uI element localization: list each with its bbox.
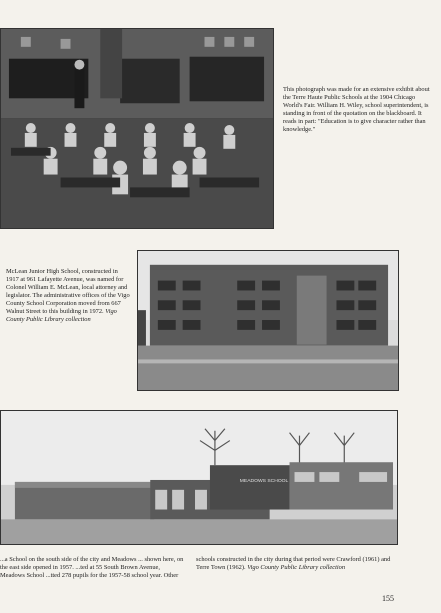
classroom-photo: [0, 28, 274, 229]
meadows-caption-right: [196, 556, 392, 572]
meadows-school-photo: [0, 410, 398, 545]
meadows-credit: Vigo County Public Library collection: [247, 564, 346, 571]
mclean-caption: [6, 268, 132, 324]
mclean-school-photo: [137, 250, 399, 391]
meadows-school-sign: MEADOWS SCHOOL: [239, 478, 289, 484]
page-number: 155: [382, 594, 394, 603]
mclean-credit: Vigo County Public Library collection: [6, 308, 117, 323]
mclean-caption-text: McLean Junior High School, constructed in 1917 at 961 Lafayette Avenue, was named for Colonel William E. McLean, local attorney and legislator. The administrative offices of the Vigo County School Corporation moved from 667 Walnut Street to this building in 1972.: [6, 268, 130, 315]
meadows-caption-left: ...a School on the south side of the city and Meadows ... shown here, on the east side opened in 1957. ...ted at 55 South Brown Avenue, Meadows School ...tted 278 pupils for the 1957-58 school year. Other: [0, 556, 184, 579]
classroom-caption: This photograph was made for an extensive exhibit about the Terre Haute Public Schools at the 1904 Chicago World's Fair. William H. Wiley, school superintendent, is standing in front of the quotation on the blackboard. It reads in part: "Education is to give character rather than knowledge.": [283, 86, 430, 133]
meadows-caption-right-text: schools constructed in the city during that period were Crawford (1961) and Terre Town (1962).: [196, 556, 391, 571]
